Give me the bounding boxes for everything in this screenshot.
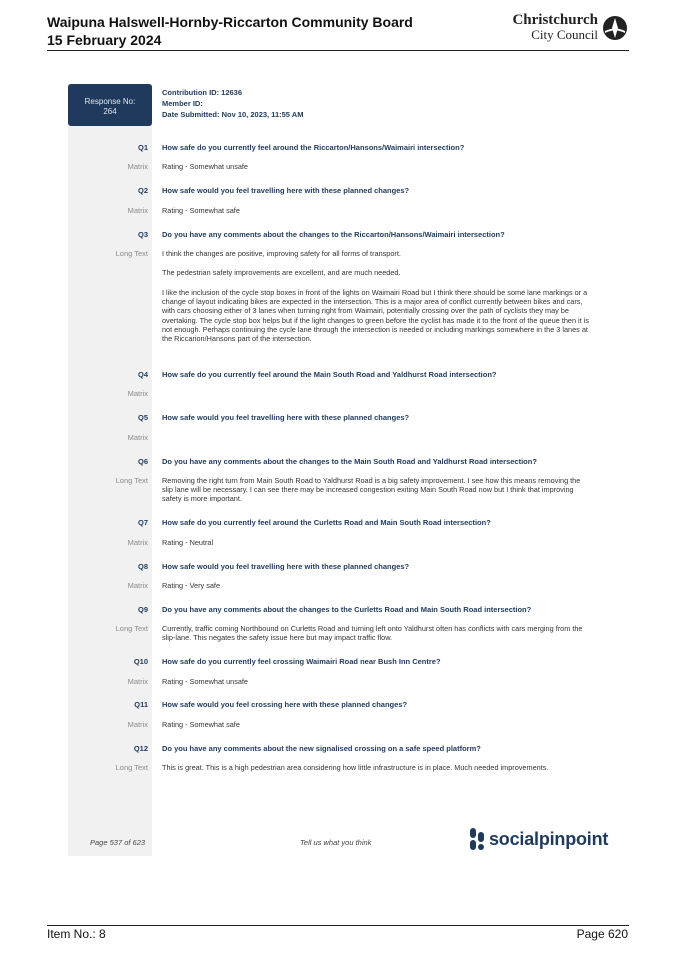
meeting-date: 15 February 2024 bbox=[47, 32, 162, 48]
answer-text: Rating - Somewhat unsafe bbox=[162, 162, 248, 171]
response-badge bbox=[68, 84, 152, 126]
item-number: Item No.: 8 bbox=[47, 927, 106, 941]
question-text: How safe do you currently feel around the Curletts Road and Main South Road intersection? bbox=[162, 518, 491, 527]
answer-text: Rating - Very safe bbox=[162, 581, 220, 590]
answer-paragraph: I like the inclusion of the cycle stop boxes in front of the lights on Waimairi Road but I think there should be some lane markings or a change of layout indicating bikes are expected in the intersection. This is a major area of conflict currently between bikes and cars, with cars choosing either of 3 lanes when turning right from Waimairi, potentially crossing over the path of cyclists they may be overtaking. The cycle stop box helps but if the light changes to green before the cyclist has made it to the front of the queue then it is not enough. Perhaps continuing the cycle lane through the intersection is needed or including markings somewhere in the 3 lanes at the Riccarion/Hansons part of the intersection. bbox=[162, 288, 589, 344]
question-type: Matrix bbox=[127, 720, 148, 729]
answer-text: Removing the right turn from Main South Road to Yaldhurst Road is a big safety improvement. I see how this means removing the slip lane will be necessary. I can see there may be increased congestion exiting Main South Road now but I think that improving safety is more important. bbox=[162, 476, 581, 504]
question-number: Q7 bbox=[137, 518, 148, 527]
question-text: How safe would you feel travelling here with these planned changes? bbox=[162, 562, 410, 571]
response-number: 264 bbox=[103, 107, 117, 116]
question-type: Matrix bbox=[127, 162, 148, 171]
answer-text: Rating - Somewhat safe bbox=[162, 206, 240, 215]
answer-text: Rating - Neutral bbox=[162, 538, 214, 547]
question-type: Long Text bbox=[115, 476, 148, 485]
question-number: Q9 bbox=[137, 605, 148, 614]
question-number: Q1 bbox=[137, 143, 148, 152]
answer-text: Rating - Somewhat safe bbox=[162, 720, 240, 729]
response-sidebar bbox=[68, 84, 152, 856]
socialpinpoint-icon bbox=[470, 828, 484, 850]
question-type: Matrix bbox=[127, 389, 148, 398]
date-submitted: Date Submitted: Nov 10, 2023, 11:55 AM bbox=[162, 110, 304, 119]
question-text: How safe do you currently feel around the Riccarton/Hansons/Waimairi intersection? bbox=[162, 143, 465, 152]
question-type: Matrix bbox=[127, 206, 148, 215]
question-number: Q4 bbox=[137, 370, 148, 379]
contribution-id: Contribution ID: 12636 bbox=[162, 88, 243, 97]
question-number: Q10 bbox=[133, 657, 148, 666]
logo-sub: City Council bbox=[531, 27, 598, 42]
question-text: How safe would you feel crossing here with these planned changes? bbox=[162, 700, 408, 709]
answer-text: Rating - Somewhat unsafe bbox=[162, 677, 248, 686]
response-label: Response No: bbox=[84, 97, 136, 106]
header-divider bbox=[47, 50, 629, 51]
question-text: How safe would you feel travelling here with these planned changes? bbox=[162, 186, 410, 195]
question-text: How safe would you feel travelling here with these planned changes? bbox=[162, 413, 410, 422]
tagline: Tell us what you think bbox=[300, 838, 372, 847]
board-title: Waipuna Halswell-Hornby-Riccarton Community Board bbox=[47, 14, 413, 30]
question-text: How safe do you currently feel around the Main South Road and Yaldhurst Road intersection? bbox=[162, 370, 497, 379]
page-count: Page 537 of 623 bbox=[90, 838, 146, 847]
question-number: Q6 bbox=[137, 457, 148, 466]
question-text: Do you have any comments about the changes to the Riccarton/Hansons/Waimairi intersection? bbox=[162, 230, 505, 239]
question-type: Matrix bbox=[127, 538, 148, 547]
question-type: Long Text bbox=[115, 624, 148, 633]
question-text: Do you have any comments about the changes to the Main South Road and Yaldhurst Road intersection? bbox=[162, 457, 537, 466]
council-logo bbox=[512, 13, 628, 43]
question-number: Q12 bbox=[133, 744, 148, 753]
footer-divider bbox=[47, 925, 629, 926]
answer-paragraph: The pedestrian safety improvements are excellent, and are much needed. bbox=[162, 268, 401, 277]
question-text: How safe do you currently feel crossing Waimairi Road near Bush Inn Centre? bbox=[162, 657, 441, 666]
question-text: Do you have any comments about the new signalised crossing on a safe speed platform? bbox=[162, 744, 481, 753]
question-number: Q11 bbox=[134, 700, 148, 709]
answer-paragraph: I think the changes are positive, improving safety for all forms of transport. bbox=[162, 249, 401, 258]
logo-name: Christchurch bbox=[512, 12, 598, 28]
question-type: Long Text bbox=[115, 763, 148, 772]
brand-name: socialpinpoint bbox=[489, 829, 609, 849]
question-number: Q8 bbox=[137, 562, 148, 571]
question-number: Q3 bbox=[137, 230, 148, 239]
answer-text: Currently, traffic coming Northbound on Curletts Road and turning left onto Yaldhurst often has conflicts with cars merging from the slip-lane. This negates the safety issue here but may impact traffic flow. bbox=[162, 624, 583, 643]
answer-text: This is great. This is a high pedestrian area considering how little infrastructure is in place. Much needed improvements. bbox=[162, 763, 549, 772]
question-number: Q5 bbox=[137, 413, 148, 422]
question-text: Do you have any comments about the changes to the Curletts Road and Main South Road intersection? bbox=[162, 605, 532, 614]
question-type: Long Text bbox=[115, 249, 148, 258]
question-number: Q2 bbox=[137, 186, 148, 195]
question-type: Matrix bbox=[127, 433, 148, 442]
cathedral-icon bbox=[602, 15, 628, 41]
member-id: Member ID: bbox=[162, 99, 203, 108]
page-number: Page 620 bbox=[576, 927, 628, 941]
question-type: Matrix bbox=[127, 677, 148, 686]
question-type: Matrix bbox=[127, 581, 148, 590]
